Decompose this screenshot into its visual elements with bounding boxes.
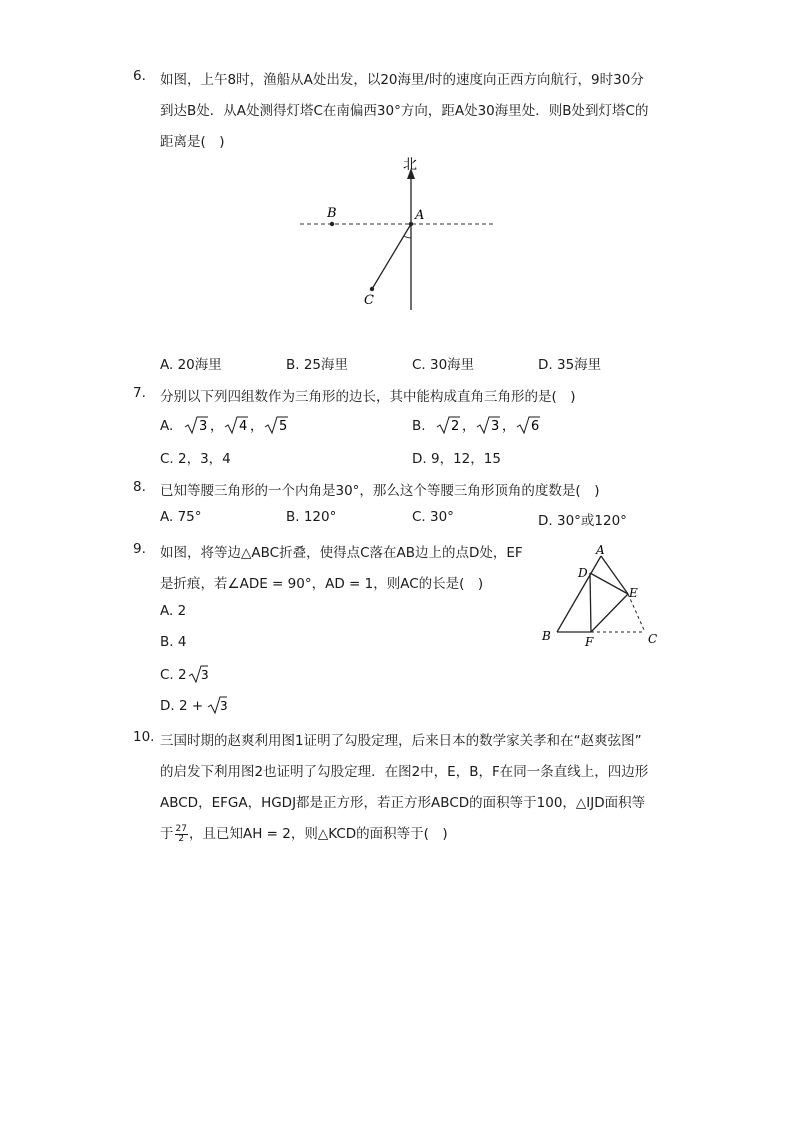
- q9-option-c[interactable]: [160, 664, 208, 684]
- q9-stem-line-2: 是折痕，若∠ADE = 90°，AD = 1，则AC的长是( ): [160, 576, 484, 592]
- radicand: 3: [220, 699, 228, 713]
- separator: ，: [501, 419, 515, 434]
- q8-option-c[interactable]: C. 30°: [412, 509, 454, 525]
- radicand: 2: [450, 419, 460, 434]
- q6-stem-line-1: 如图，上午8时，渔船从A处出发，以20海里/时的速度向正西方向航行，9时30分: [160, 72, 644, 88]
- segment-EF: [591, 594, 628, 632]
- radicand: 3: [490, 419, 500, 434]
- radicand: 6: [530, 419, 540, 434]
- label-B: B: [327, 206, 337, 221]
- segment-AC: [372, 224, 411, 289]
- q10-stem-line-4: [160, 822, 448, 844]
- point-B: [330, 222, 334, 226]
- q7-option-b-radicals: [436, 414, 566, 436]
- q10-stem-line-2: 的启发下利用图2也证明了勾股定理．在图2中，E，B，F在同一条直线上，四边形: [160, 764, 649, 780]
- q9-option-d-label: D. 2 +: [160, 698, 208, 714]
- segment-DF: [590, 573, 591, 632]
- radicand: 3: [198, 419, 207, 434]
- label-F: F: [585, 635, 594, 649]
- label-D: D: [578, 566, 588, 580]
- q9-option-c-radical: [188, 664, 208, 684]
- side-AE: [601, 556, 628, 594]
- q10-stem-line-1: 三国时期的赵爽利用图1证明了勾股定理，后来日本的数学家关孝和在“赵爽弦图”: [160, 733, 642, 749]
- fraction-denominator: 2: [178, 833, 185, 844]
- label-C: C: [364, 293, 374, 308]
- label-E: E: [629, 586, 638, 600]
- separator: ，: [461, 419, 475, 434]
- q8-option-d[interactable]: D. 30°或120°: [538, 513, 627, 529]
- label-C: C: [648, 632, 658, 646]
- q9-stem-line-1: 如图，将等边△ABC折叠，使得点C落在AB边上的点D处，EF: [160, 545, 523, 561]
- q6-stem-line-2: 到达B处．从A处测得灯塔C在南偏西30°方向，距A处30海里处．则B处到灯塔C的: [160, 103, 649, 119]
- point-A: [409, 222, 413, 226]
- q9-option-c-label: C. 2: [160, 667, 187, 683]
- q6-option-b[interactable]: B. 25海里: [286, 357, 349, 373]
- q6-number: 6.: [133, 68, 146, 84]
- label-B: B: [542, 629, 551, 643]
- q7-stem: 分别以下列四组数作为三角形的边长，其中能构成直角三角形的是( ): [160, 389, 576, 405]
- q7-option-d[interactable]: D. 9，12，15: [412, 451, 501, 467]
- q9-option-d-radical: [207, 695, 227, 715]
- fraction-numerator: 27: [175, 823, 187, 834]
- segment-DE: [590, 573, 628, 594]
- q8-option-a[interactable]: A. 75°: [160, 509, 202, 525]
- q9-option-a[interactable]: A. 2: [160, 603, 187, 619]
- q6-option-d[interactable]: D. 35海里: [538, 357, 602, 373]
- q9-figure: [535, 540, 670, 652]
- q8-option-b[interactable]: B. 120°: [286, 509, 337, 525]
- q8-number: 8.: [133, 479, 146, 495]
- separator: ，: [209, 419, 223, 434]
- q10-line4-prefix: 于: [160, 826, 174, 842]
- q7-option-c[interactable]: C. 2，3，4: [160, 451, 231, 467]
- q9-number: 9.: [133, 541, 146, 557]
- q9-option-b[interactable]: B. 4: [160, 634, 187, 650]
- q6-figure: [290, 152, 510, 317]
- q10-number: 10.: [133, 729, 155, 745]
- q6-option-a[interactable]: A. 20海里: [160, 357, 222, 373]
- q7-option-b-label: B.: [412, 418, 426, 434]
- q7-option-a[interactable]: [160, 414, 314, 436]
- q7-option-a-label: A.: [160, 418, 174, 434]
- q10-line4-suffix: ，且已知AH = 2，则△KCD的面积等于( ): [188, 826, 448, 842]
- label-A: A: [415, 208, 425, 223]
- q7-option-a-radicals: [184, 414, 314, 436]
- radicand: 4: [238, 419, 247, 434]
- point-C: [370, 287, 374, 291]
- q9-option-d[interactable]: [160, 695, 227, 715]
- radicand: 3: [200, 668, 208, 682]
- q6-stem-line-3: 距离是( ): [160, 134, 225, 150]
- radicand: 5: [278, 419, 287, 434]
- q10-stem-line-3: ABCD，EFGA，HGDJ都是正方形，若正方形ABCD的面积等于100，△IJD面积等: [160, 795, 646, 811]
- q6-option-c[interactable]: C. 30海里: [412, 357, 475, 373]
- north-label: 北: [403, 157, 417, 173]
- q7-option-b[interactable]: [412, 414, 566, 436]
- angle-arc: [404, 236, 411, 238]
- q8-stem: 已知等腰三角形的一个内角是30°，那么这个等腰三角形顶角的度数是( ): [160, 483, 600, 499]
- label-A: A: [596, 543, 605, 557]
- fraction-27-over-2: [175, 825, 188, 844]
- separator: ，: [249, 419, 263, 434]
- q7-number: 7.: [133, 385, 146, 401]
